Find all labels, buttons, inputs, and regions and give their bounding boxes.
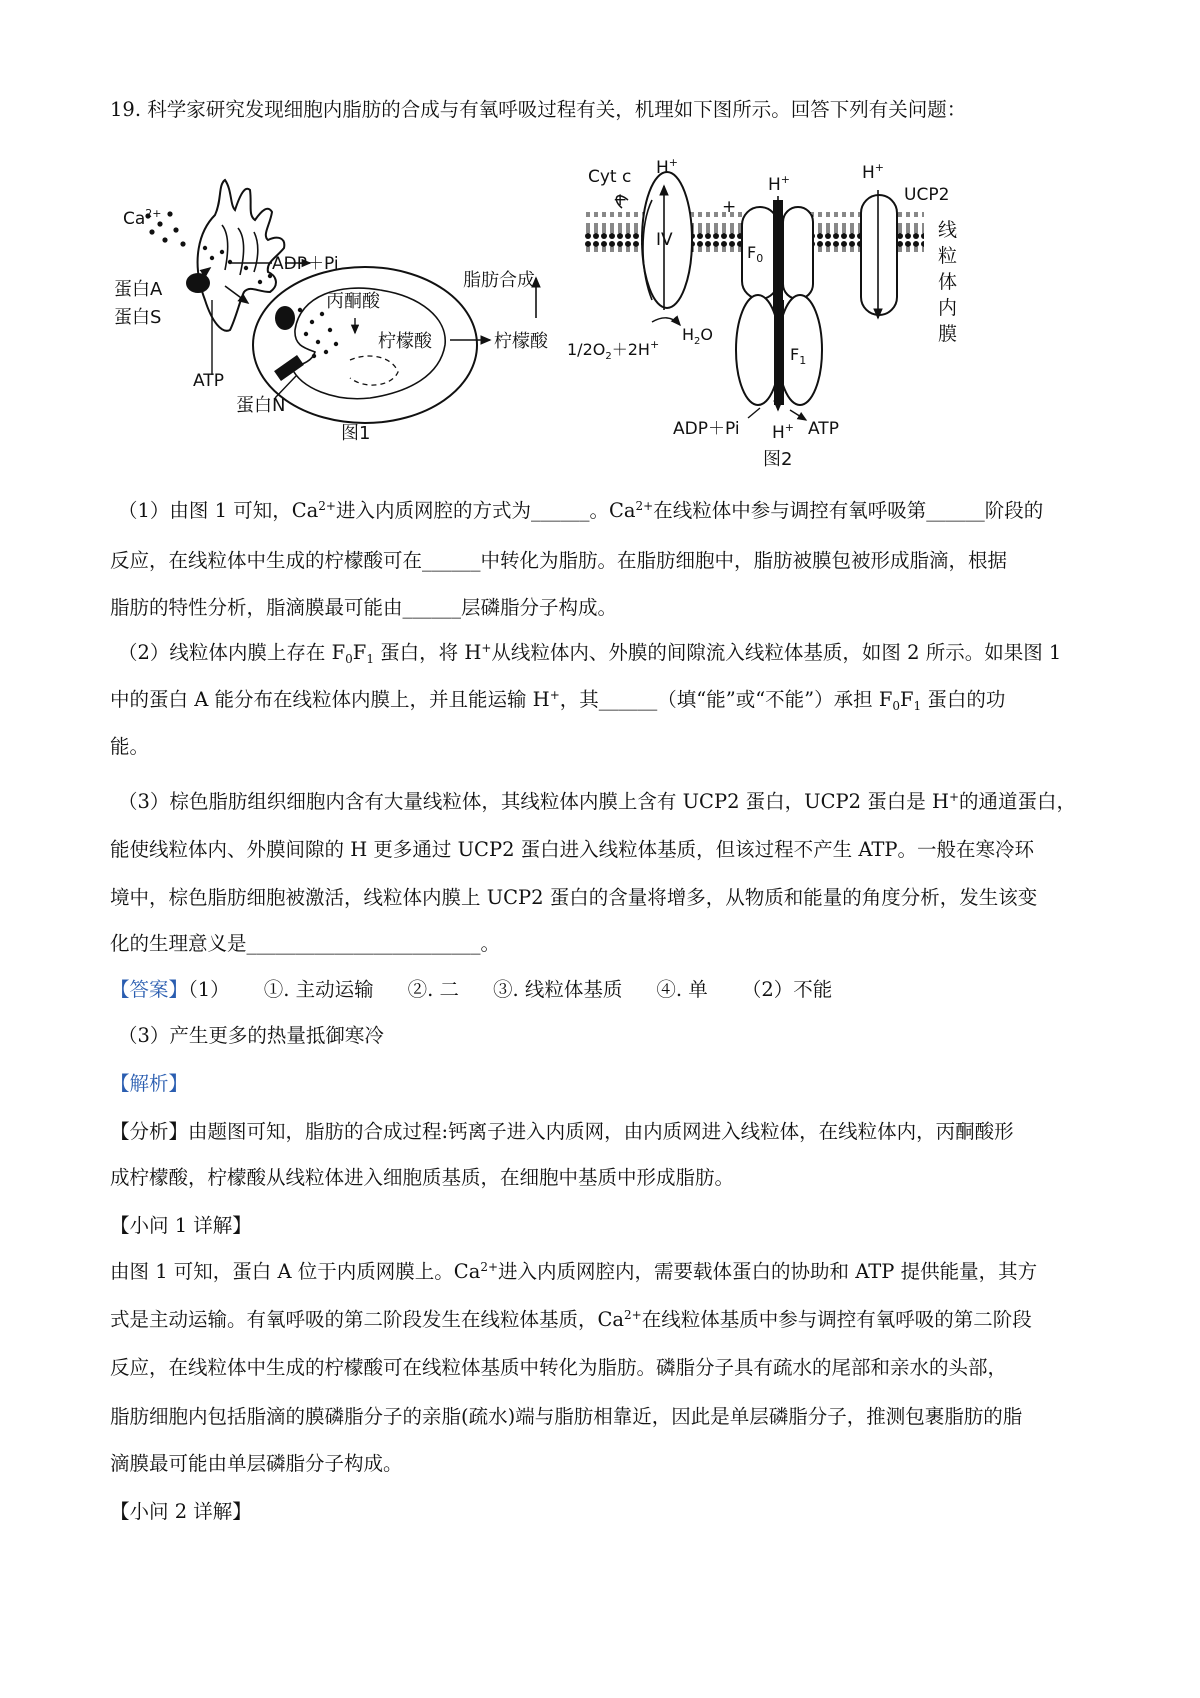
fig1-adp-pi-label: ADP＋Pi [272, 254, 339, 274]
fig2-h-plus-1: H+ [656, 156, 679, 178]
sub1-line-3: 反应，在线粒体中生成的柠檬酸可在线粒体基质中转化为脂肪。磷脂分子具有疏水的尾部和亲水的头部， [110, 1356, 1008, 1379]
answer-tag: 【答案】 [110, 978, 189, 1001]
analysis-fenxi-line-2: 成柠檬酸，柠檬酸从线粒体进入细胞质基质，在细胞中基质中形成脂肪。 [110, 1166, 735, 1189]
fig1-citrate-outer-label: 柠檬酸 [494, 331, 548, 352]
q2-line-2: 中的蛋白 A 能分布在线粒体内膜上，并且能运输 H+，其______（填“能”或“不能”）承担 $F_0F_1$ 蛋白的功 [110, 688, 1006, 713]
svg-text:粒: 粒 [938, 245, 958, 267]
q1-line-1: （1）由图 1 可知，$Ca^{2+}$进入内质网腔的方式为______。$Ca^{2+}$在线粒体中参与调控有氧呼吸第______阶段的 [118, 499, 1044, 522]
fig1-atp-label: ATP [193, 371, 224, 391]
q3-line-2: 能使线粒体内、外膜间隙的 H 更多通过 UCP2 蛋白进入线粒体基质，但该过程不产生 ATP。一般在寒冷环 [110, 838, 1035, 861]
fig1-protein-n-label: 蛋白N [236, 395, 286, 416]
fig2-oxygen-equation: $1/2O_2+2H^+$ [567, 338, 660, 362]
fig1-protein-a-label: 蛋白A [114, 279, 163, 300]
fig2-ucp2-label: UCP2 [904, 185, 950, 205]
question-stem: 19. 科学家研究发现细胞内脂肪的合成与有氧呼吸过程有关，机理如下图所示。回答下列有关问题： [110, 98, 967, 121]
fig2-h-plus-bottom: H+ [772, 421, 795, 443]
sub1-line-1: 由图 1 可知，蛋白 A 位于内质网膜上。$Ca^{2+}$进入内质网腔内，需要载体蛋白的协助和 ATP 提供能量，其方 [110, 1260, 1038, 1283]
fig2-atp-label: ATP [808, 419, 839, 439]
sub1-tag: 【小问 1 详解】 [110, 1214, 252, 1237]
fig2-membrane-label [938, 219, 957, 345]
f1-right-shape [778, 295, 822, 405]
protein-s-shape [275, 306, 295, 330]
fig2-h-plus-2: H+ [768, 173, 791, 195]
fig1-fat-synthesis-label: 脂肪合成 [463, 270, 535, 291]
fig2-f0-label: $F_0$ [747, 243, 764, 265]
fig1-ca-label: $Ca^{2+}$ [123, 207, 162, 229]
fig2-plus-sign-1: + [613, 190, 628, 210]
ucp2-shape [861, 195, 897, 315]
fig2-plus-sign-2: + [722, 197, 737, 217]
answer-line-1: 【答案】（1） ①. 主动运输 ②. 二 ③. 线粒体基质 ④. 单 （2）不能 [110, 978, 833, 1001]
figure-2 [567, 156, 957, 470]
f0-right-shape [783, 207, 813, 299]
protein-n-shape [274, 355, 304, 381]
svg-text:内: 内 [938, 297, 958, 319]
svg-text:线: 线 [938, 219, 958, 241]
sub2-tag: 【小问 2 详解】 [110, 1500, 252, 1523]
f1-left-shape [736, 295, 780, 405]
fig2-h2o-label: $H_2O$ [682, 325, 713, 347]
svg-text:膜: 膜 [938, 323, 958, 345]
fig2-h-plus-3: H+ [862, 161, 885, 183]
fig2-complex-iv-label: IV [656, 230, 673, 250]
sub1-line-2: 式是主动运输。有氧呼吸的第二阶段发生在线粒体基质，$Ca^{2+}$在线粒体基质中参与调控有氧呼吸的第二阶段 [110, 1308, 1032, 1331]
sub1-line-5: 滴膜最可能由单层磷脂分子构成。 [110, 1452, 403, 1475]
analysis-fenxi-line-1: 【分析】由题图可知，脂肪的合成过程:钙离子进入内质网，由内质网进入线粒体，在线粒体内，丙酮酸形 [110, 1120, 1014, 1143]
figure-1 [114, 180, 549, 444]
q1-line-3: 脂肪的特性分析，脂滴膜最可能由______层磷脂分子构成。 [110, 596, 618, 619]
fig1-protein-s-label: 蛋白S [114, 307, 162, 328]
analysis-tag: 【解析】 [110, 1072, 189, 1095]
fig1-pyruvate-label: 丙酮酸 [326, 291, 380, 312]
fig1-caption: 图1 [341, 423, 371, 444]
answer-line-2: （3）产生更多的热量抵御寒冷 [118, 1024, 384, 1047]
fig2-caption: 图2 [763, 449, 793, 470]
q3-line-4: 化的生理意义是________________________。 [110, 932, 501, 955]
fig2-adp-pi-label: ADP＋Pi [673, 419, 740, 439]
q3-line-3: 境中，棕色脂肪细胞被激活，线粒体内膜上 UCP2 蛋白的含量将增多，从物质和能量的角度分析，发生该变 [110, 886, 1038, 909]
sub1-line-4: 脂肪细胞内包括脂滴的膜磷脂分子的亲脂(疏水)端与脂肪相靠近，因此是单层磷脂分子，推测包裹脂肪的脂 [110, 1405, 1023, 1428]
fig2-cyt-c-label: Cyt c [588, 167, 632, 187]
q2-line-1: （2）线粒体内膜上存在 $F_0F_1$ 蛋白，将 H+从线粒体内、外膜的间隙流入线粒体基质，如图 2 所示。如果图 1 [118, 641, 1062, 666]
svg-text:体: 体 [938, 271, 958, 293]
q1-line-2: 反应，在线粒体中生成的柠檬酸可在______中转化为脂肪。在脂肪细胞中，脂肪被膜包被形成脂滴，根据 [110, 549, 1008, 572]
q3-line-1: （3）棕色脂肪组织细胞内含有大量线粒体，其线粒体内膜上含有 UCP2 蛋白，UCP2 蛋白是 H+的通道蛋白， [118, 790, 1077, 813]
figures [0, 0, 1200, 480]
q2-line-3: 能。 [110, 735, 150, 758]
fig1-citrate-inner-label: 柠檬酸 [378, 331, 432, 352]
fig2-f1-label: $F_1$ [790, 345, 807, 367]
